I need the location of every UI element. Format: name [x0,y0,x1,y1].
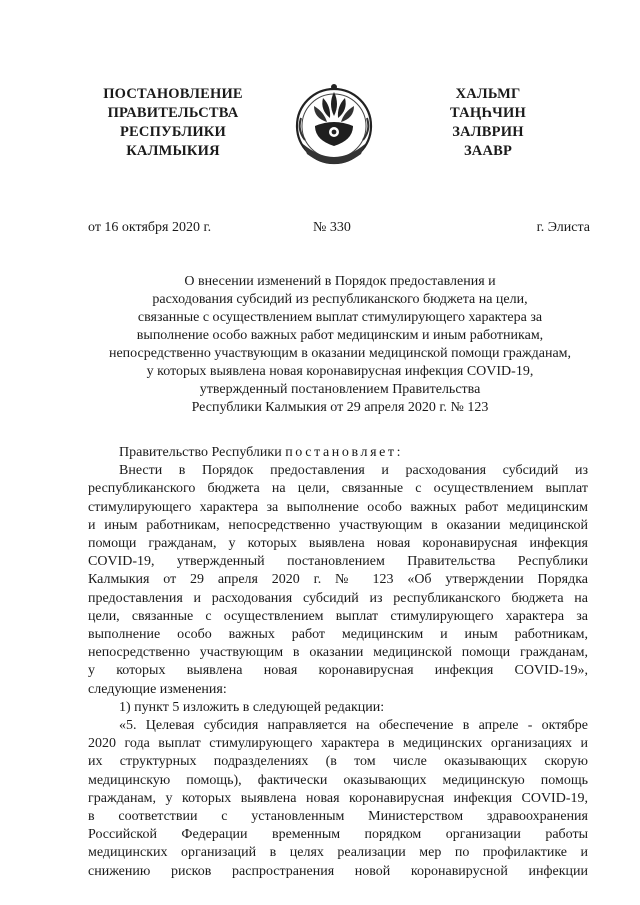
body-line: снижению рисков распространения новой коронавирусной инфекции [88,863,588,879]
kalmykia-coat-of-arms-icon [293,74,375,176]
title-line: у которых выявлена новая коронавирусная инфекция COVID-19, [146,364,534,379]
body-line: их структурных подразделениях (в том числе оказывающих скорую [88,754,588,770]
document-body [88,444,588,881]
header-line: ЗААВР [463,143,513,159]
title-line: О внесении изменений в Порядок предоставления и [184,274,496,289]
document-number: № 330 [313,220,351,235]
header-kalmyk [428,85,548,161]
decree-word: постановляет: [285,445,404,460]
body-line: следующие изменения: [88,681,227,697]
title-line: расходования субсидий из республиканского бюджета на цели, [152,292,528,307]
body-line: 2020 года выплат стимулирующего характера в медицинских организациях и [88,736,588,752]
body-line: медицинских организаций в целях реализации мер по профилактике и [88,845,588,861]
header-russian [78,85,268,161]
document-meta [88,220,590,240]
header-line: КАЛМЫКИЯ [126,143,220,159]
decree-line [88,444,588,462]
document-title [80,273,600,417]
body-line: в соответствии с установленным Министерством здравоохранения [88,809,588,825]
body-line: предоставления и расходования субсидий из республиканского бюджета на [88,590,588,606]
header-line: РЕСПУБЛИКИ [119,124,227,140]
body-line: COVID-19, утвержденный постановлением Правительства Республики [88,554,588,570]
header-line: ЗАЛВРИН [452,124,524,140]
body-line: республиканского бюджета на цели, связанные с осуществлением выплат [88,481,588,497]
body-line: «5. Целевая субсидия направляется на обеспечение в апреле - октябре [119,718,588,734]
body-line: Российской Федерации временным порядком организации работы [88,827,588,843]
title-line: выполнение особо важных работ медицинским и иным работникам, [136,328,544,343]
document-date: от 16 октября 2020 г. [88,220,212,235]
title-line: непосредственно участвующим в оказании медицинской помощи гражданам, [108,346,572,361]
title-line: связанные с осуществлением выплат стимулирующего характера за [137,310,543,325]
body-line: 1) пункт 5 изложить в следующей редакции: [119,699,385,715]
header-line: ПРАВИТЕЛЬСТВА [107,105,239,121]
body-line: стимулирующего характера за выполнение особо важных работ медицинским [88,499,588,515]
body-line: у которых выявлена новая коронавирусная инфекция COVID-19», [88,663,588,679]
body-line: выполнение особо важных работ медицинским и иным работникам, [88,627,588,643]
body-line: Калмыкия от 29 апреля 2020 г. № 123 «Об утверждении Порядка [88,572,588,588]
body-line: и иным работникам, непосредственно участвующим в оказании медицинской [88,517,588,533]
header-line: ПОСТАНОВЛЕНИЕ [103,86,243,102]
body-line: цели, связанные с осуществлением выплат стимулирующего характера за [88,608,588,624]
title-line: утвержденный постановлением Правительства [199,382,481,397]
body-line: помощи гражданам, у которых выявлена новая коронавирусная инфекция [88,536,588,552]
body-line: непосредственно участвующим в оказании медицинской помощи гражданам, [88,645,588,661]
body-line: медицинскую помощь), фактически оказывающих медицинскую помощь [88,772,588,788]
document-city: г. Элиста [536,220,590,235]
decree-prefix: Правительство Республики [119,445,282,460]
body-line: гражданам, у которых выявлена новая коронавирусная инфекция COVID-19, [88,790,588,806]
title-line: Республики Калмыкия от 29 апреля 2020 г. № 123 [191,400,489,415]
body-line: Внести в Порядок предоставления и расходования субсидий из [119,463,588,479]
header-line: ТАҢҺЧИН [450,105,526,121]
header-line: ХАЛЬМГ [455,86,521,102]
